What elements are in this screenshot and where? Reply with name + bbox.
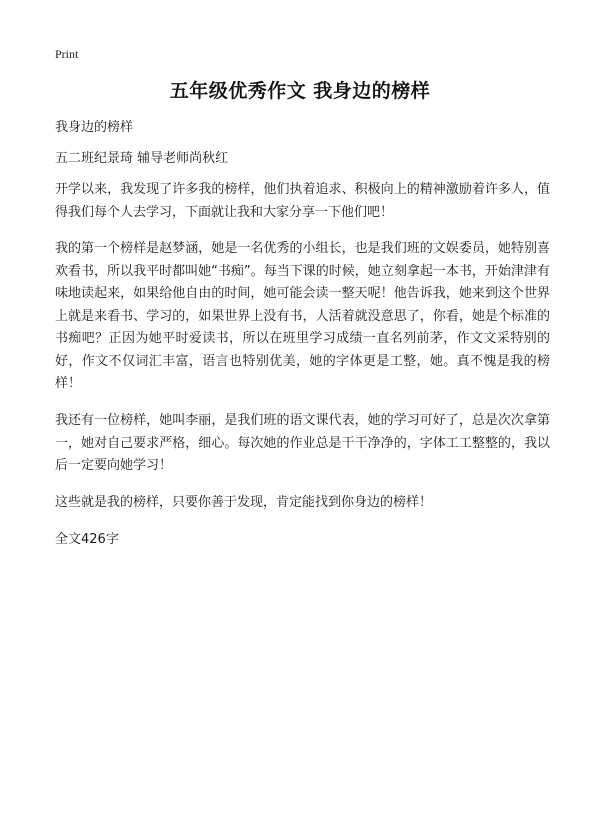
paragraph-4: 这些就是我的榜样，只要你善于发现，肯定能找到你身边的榜样！: [55, 495, 433, 510]
paragraph-1: 开学以来，我发现了许多我的榜样，他们执着追求、积极向上的精神激励着许多人，值得我们每个人去学习，下面就让我和大家分享一下他们吧！: [55, 182, 550, 220]
article-title: 五年级优秀作文 我身边的榜样: [169, 80, 431, 102]
print-link[interactable]: Print: [55, 47, 79, 61]
paragraph-3: 我还有一位榜样，她叫李丽，是我们班的语文课代表，她的学习可好了，总是次次拿第一，她对自己要求严格，细心。每次她的作业总是干干净净的，字体工工整整的，我以后一定要向她学习！: [55, 413, 550, 473]
word-count: 全文426字: [55, 532, 119, 547]
author-line: 五二班纪景琦 辅导老师尚秋红: [55, 151, 229, 166]
paragraph-2: 我的第一个榜样是赵梦涵，她是一名优秀的小组长，也是我们班的文娱委员，她特别喜欢看书，所以我平时都叫她“书痴”。每当下课的时候，她立刻拿起一本书，开始津津有味地读起来，如果给他自由的时间，她可能会读一整天呢！他告诉我，她来到这个世界上就是来看书、学习的，如果世界上没有书，人活着就没意思了，你看，她是个标准的书痴吧？正因为她平时爱读书，所以在班里学习成绩一直名列前茅，作文文采特别的好，作文不仅词汇丰富，语言也特别优美，她的字体更是工整，她。真不愧是我的榜样！: [55, 241, 550, 391]
article-subtitle: 我身边的榜样: [55, 120, 134, 135]
